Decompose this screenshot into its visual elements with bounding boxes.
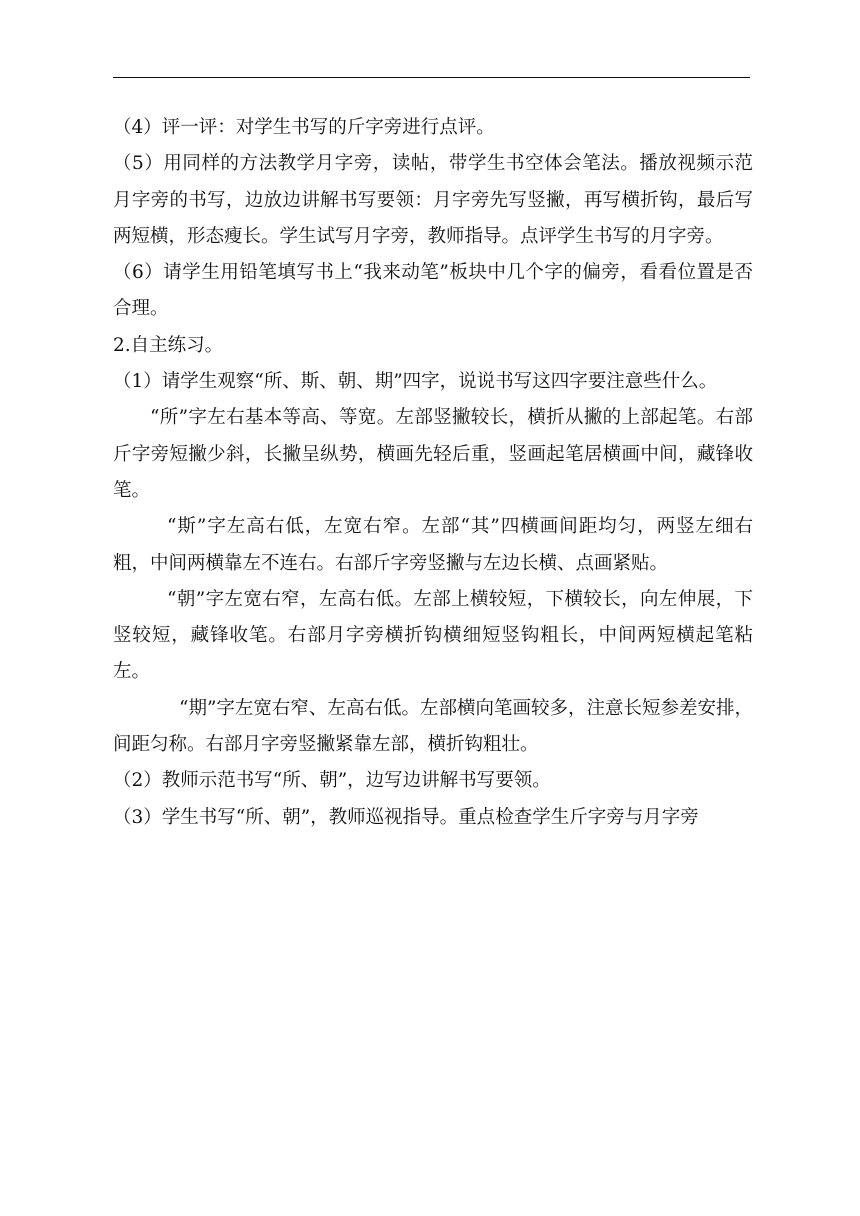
paragraph-practice-1: （1）请学生观察“所、斯、朝、期”四字，说说书写这四字要注意些什么。 [113, 371, 718, 393]
paragraph-practice-2: （2）教师示范书写“所、朝”，边写边讲解书写要领。 [113, 770, 551, 792]
document-body [113, 110, 753, 836]
paragraph-step-5: （5）用同样的方法教学月字旁，读帖，带学生书空体会笔法。播放视频示范月字旁的书写，边放边讲解书写要领：月字旁先写竖撇，再写横折钩，最后写两短横，形态瘦长。学生试写月字旁，教师指导。点评学生书写的月字旁。 [113, 153, 753, 247]
header-rule [113, 77, 750, 78]
paragraph-step-6: （6）请学生用铅笔填写书上“我来动笔”板块中几个字的偏旁，看看位置是否合理。 [113, 262, 753, 320]
paragraph-char-chao: “朝”字左宽右窄，左高右低。左部上横较短，下横较长，向左伸展，下竖较短，藏锋收笔。右部月字旁横折钩横细短竖钩粗长，中间两短横起笔粘左。 [113, 588, 753, 683]
section-heading-practice: 2.自主练习。 [113, 334, 224, 356]
paragraph-char-qi: “期”字左宽右窄、左高右低。左部横向笔画较多，注意长短参差安排，间距匀称。右部月字旁竖撇紧靠左部，横折钩粗壮。 [113, 697, 753, 756]
paragraph-char-si: “斯”字左高右低，左宽右窄。左部“其”四横画间距均匀，两竖左细右粗，中间两横靠左不连右。右部斤字旁竖撇与左边长横、点画紧贴。 [113, 516, 753, 574]
paragraph-char-suo: “所”字左右基本等高、等宽。左部竖撇较长，横折从撇的上部起笔。右部斤字旁短撇少斜，长撇呈纵势，横画先轻后重，竖画起笔居横画中间，藏锋收笔。 [113, 407, 753, 501]
paragraph-practice-3: （3）学生书写“所、朝”，教师巡视指导。重点检查学生斤字旁与月字旁 [113, 806, 699, 828]
paragraph-step-4: （4）评一评：对学生书写的斤字旁进行点评。 [113, 117, 495, 138]
